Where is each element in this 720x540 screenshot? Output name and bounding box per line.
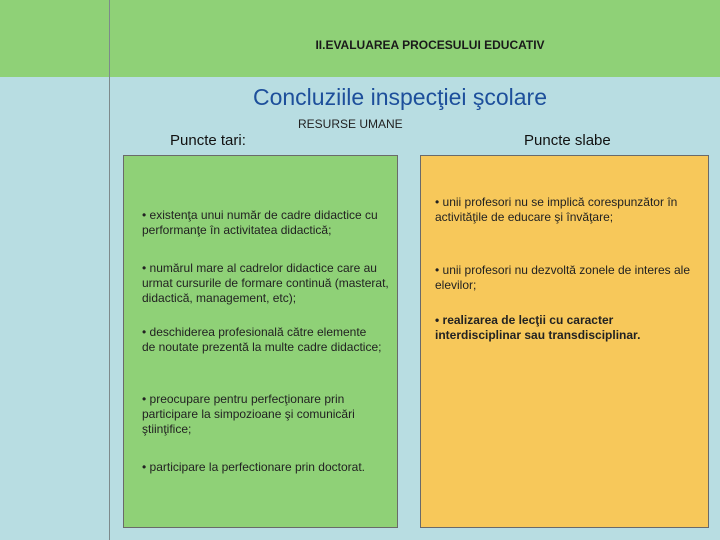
strength-item: • numărul mare al cadrelor didactice care au urmat cursurile de formare continuă (masterat, didactică, management, etc);	[142, 261, 389, 305]
weakness-item: • unii profesori nu dezvoltă zonele de interes ale elevilor;	[435, 263, 691, 292]
strength-item: • participare la perfectionare prin doctorat.	[142, 460, 365, 474]
weaknesses-label: Puncte slabe	[524, 132, 611, 149]
weakness-item: • realizarea de lecţii cu caracter interdisciplinar sau transdisciplinar.	[435, 313, 641, 342]
strengths-label: Puncte tari:	[170, 132, 246, 149]
strength-item: • preocupare pentru perfecţionare prin participare la simpozioane şi comunicări ştiinţifice;	[142, 392, 355, 436]
strength-item: • deschiderea profesională către elemente de noutate prezentă la multe cadre didactice;	[142, 325, 382, 354]
subheading: RESURSE UMANE	[298, 117, 403, 131]
vertical-divider-line	[109, 0, 110, 540]
weaknesses-box	[420, 155, 709, 528]
section-title: II.EVALUAREA PROCESULUI EDUCATIV	[315, 38, 545, 52]
strengths-box	[123, 155, 398, 528]
weakness-item: • unii profesori nu se implică corespunzător în activităţile de educare şi învăţare;	[435, 195, 678, 224]
strength-item: • existenţa unui număr de cadre didactice cu performanţe în activitatea didactică;	[142, 208, 378, 237]
page-title: Concluziile inspecţiei şcolare	[252, 84, 548, 110]
